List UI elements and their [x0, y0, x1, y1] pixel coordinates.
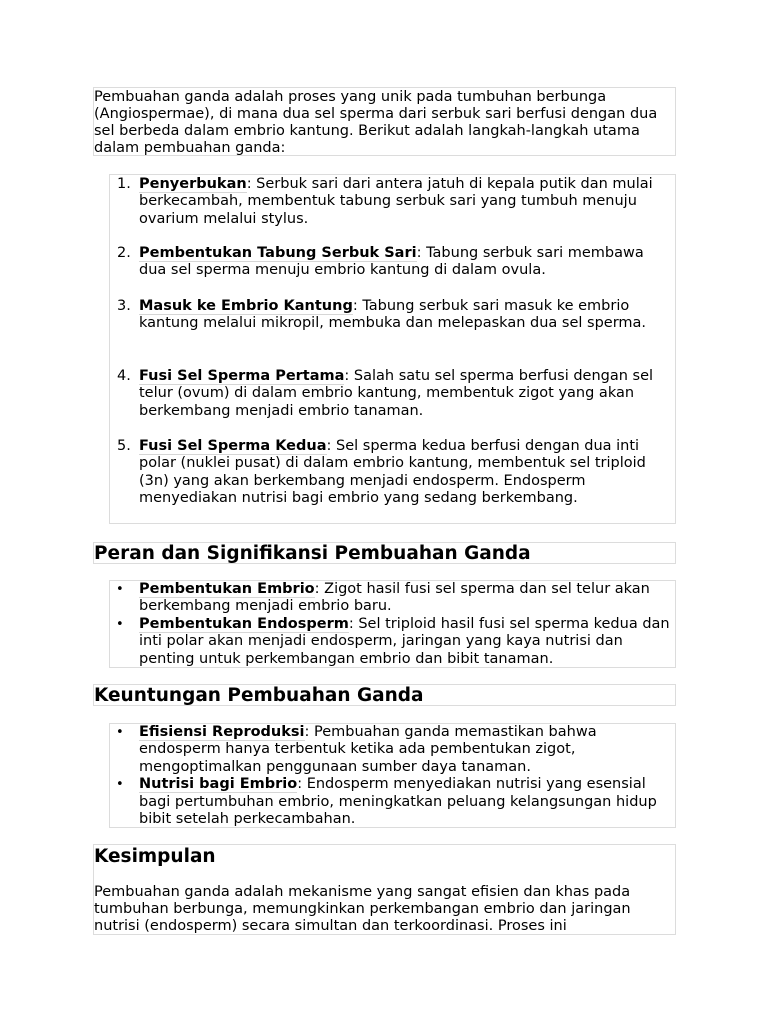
step-text: : Salah satu sel sperma berfusi dengan sel telur (ovum) di dalam embrio kantung, membentuk zigot yang akan berkembang menjadi embrio tanaman. [139, 368, 654, 419]
step-number: 3. [117, 298, 131, 314]
list-item [110, 616, 675, 668]
step-term: Penyerbukan [139, 176, 247, 192]
bullet-icon: • [116, 725, 124, 740]
step-term: Fusi Sel Sperma Kedua [139, 438, 327, 454]
step-number: 5. [117, 438, 131, 454]
steps-list [110, 176, 675, 508]
keuntungan-list [110, 724, 675, 828]
steps-box [109, 174, 676, 524]
list-item [110, 724, 675, 776]
keuntungan-list-box [109, 723, 676, 828]
item-term: Pembentukan Embrio [139, 581, 315, 597]
peran-list [110, 581, 675, 668]
bullet-icon: • [116, 777, 124, 793]
bullet-icon: • [116, 582, 124, 597]
bullet-icon: • [116, 616, 124, 632]
item-term: Pembentukan Endosperm [139, 615, 349, 632]
step-term: Masuk ke Embrio Kantung [139, 298, 353, 314]
section-heading-kesimpulan: Kesimpulan [94, 846, 216, 867]
item-text: : Zigot hasil fusi sel sperma dan sel telur akan berkembang menjadi embrio baru. [139, 581, 650, 615]
list-item [110, 776, 675, 828]
item-term: Efisiensi Reproduksi [139, 724, 305, 740]
item-text: : Endosperm menyediakan nutrisi yang esensial bagi pertumbuhan embrio, meningkatkan peluang kelangsungan hidup bibit setelah perkecambahan. [139, 776, 657, 828]
step-text: : Tabung serbuk sari masuk ke embrio kantung melalui mikropil, membuka dan melepaskan dua sel sperma. [139, 298, 647, 332]
step-number: 2. [117, 245, 131, 261]
step-number: 1. [117, 176, 131, 192]
item-text: : Pembuahan ganda memastikan bahwa endosperm hanya terbentuk ketika ada pembentukan zigot, mengoptimalkan penggunaan sumber daya tanaman. [139, 724, 597, 775]
item-text: : Sel triploid hasil fusi sel sperma kedua dan inti polar akan menjadi endosperm, jaringan yang kaya nutrisi dan penting untuk perkembangan embrio dan bibit tanaman. [139, 615, 670, 667]
peran-heading-box [93, 542, 676, 564]
list-item [110, 581, 675, 616]
keuntungan-heading-box [93, 684, 676, 706]
step-term: Fusi Sel Sperma Pertama [139, 368, 345, 384]
list-item [110, 298, 675, 350]
kesimpulan-paragraph: Pembuahan ganda adalah mekanisme yang sangat efisien dan khas pada tumbuhan berbunga, memungkinkan perkembangan embrio dan jaringan nutrisi (endosperm) secara simultan dan terkoordinasi. Proses ini [94, 884, 631, 934]
step-text: : Sel sperma kedua berfusi dengan dua inti polar (nuklei pusat) di dalam embrio kantung, membentuk sel triploid (3n) yang akan berkembang menjadi endosperm. Endosperm menyediakan nutrisi bagi embrio yang sedang berkembang. [139, 438, 646, 507]
step-term: Pembentukan Tabung Serbuk Sari [139, 245, 417, 261]
intro-paragraph: Pembuahan ganda adalah proses yang unik pada tumbuhan berbunga (Angiospermae), di mana dua sel sperma dari serbuk sari berfusi dengan dua sel berbeda dalam embrio kantung. Berikut adalah langkah-langkah utama dalam pembuahan ganda: [94, 89, 658, 156]
item-term: Nutrisi bagi Embrio [139, 776, 298, 793]
list-item [110, 245, 675, 280]
section-heading-keuntungan: Keuntungan Pembuahan Ganda [94, 685, 424, 706]
kesimpulan-box [93, 844, 676, 935]
intro-box [93, 87, 676, 156]
peran-list-box [109, 580, 676, 668]
section-heading-peran: Peran dan Signifikansi Pembuahan Ganda [94, 543, 531, 564]
step-number: 4. [117, 368, 131, 384]
list-item [110, 438, 675, 508]
list-item [110, 368, 675, 420]
step-text: : Tabung serbuk sari membawa dua sel sperma menuju embrio kantung di dalam ovula. [139, 245, 644, 279]
list-item [110, 176, 675, 228]
step-text: : Serbuk sari dari antera jatuh di kepala putik dan mulai berkecambah, membentuk tabung serbuk sari yang tumbuh menuju ovarium melalui stylus. [139, 176, 653, 227]
